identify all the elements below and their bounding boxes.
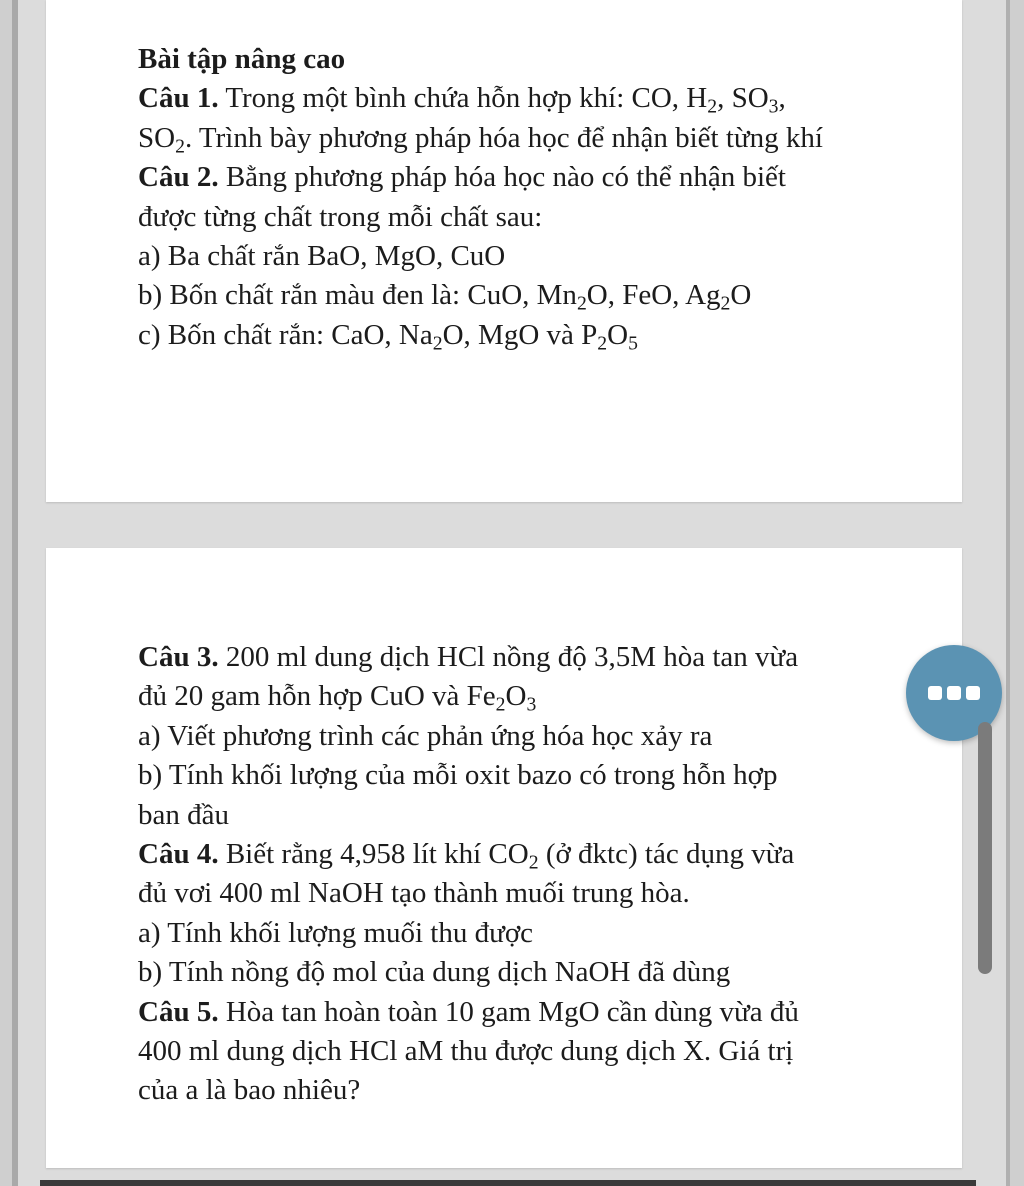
question-2-label: Câu 2.: [138, 161, 219, 194]
question-2-line-2: được từng chất trong mỗi chất sau:: [138, 200, 543, 233]
left-edge-line: [12, 0, 18, 1186]
question-3-part-b: b) Tính khối lượng của mỗi oxit bazo có trong hỗn hợp: [138, 759, 778, 792]
bottom-edge-bar: [40, 1180, 976, 1186]
exercise-card-1: [46, 0, 962, 502]
question-3-line-1: Câu 3. 200 ml dung dịch HCl nồng độ 3,5M hòa tan vừa: [138, 641, 799, 673]
more-horizontal-icon: [928, 686, 942, 700]
question-5-line-3: của a là bao nhiêu?: [138, 1074, 361, 1107]
question-4-line-1: Câu 4. Biết rằng 4,958 lít khí $CO_2$ (ở đktc) tác dụng vừa: [138, 838, 795, 874]
card-1-text: [138, 40, 938, 355]
right-edge: [1008, 0, 1024, 1186]
card-2-text: [138, 638, 938, 1111]
question-5-label: Câu 5.: [138, 995, 219, 1028]
question-1-line-1: Câu 1. Trong một bình chứa hỗn hợp khí: CO, $H_2$, $SO_3$,: [138, 82, 786, 118]
scrollbar-thumb[interactable]: [978, 722, 992, 974]
question-4-label: Câu 4.: [138, 838, 219, 871]
exercise-card-2: [46, 548, 962, 1168]
question-3-part-b-cont: ban đầu: [138, 798, 229, 831]
right-edge-line: [1006, 0, 1010, 1186]
question-3-part-a: a) Viết phương trình các phản ứng hóa học xảy ra: [138, 719, 713, 752]
question-2-part-c: c) Bốn chất rắn: CaO, $Na_2O$, MgO và $P_2O_5$: [138, 318, 638, 355]
question-2-part-b: b) Bốn chất rắn màu đen là: CuO, $Mn_2O$, FeO, $Ag_2O$: [138, 279, 752, 315]
question-5-line-2: 400 ml dung dịch HCl aM thu được dung dịch X. Giá trị: [138, 1035, 794, 1068]
question-2-part-a: a) Ba chất rắn BaO, MgO, CuO: [138, 240, 506, 273]
question-3-label: Câu 3.: [138, 641, 219, 673]
question-1-line-2: $SO_2$. Trình bày phương pháp hóa học để nhận biết từng khí: [138, 121, 823, 158]
page-title: Bài tập nâng cao: [138, 43, 346, 75]
question-4-line-2: đủ vơi 400 ml NaOH tạo thành muối trung hòa.: [138, 877, 690, 910]
question-4-part-a: a) Tính khối lượng muối thu được: [138, 916, 534, 949]
more-horizontal-icon-dot: [947, 686, 961, 700]
more-horizontal-icon-dot: [966, 686, 980, 700]
question-4-part-b: b) Tính nồng độ mol của dung dịch NaOH đã dùng: [138, 956, 731, 989]
question-1-label: Câu 1.: [138, 82, 219, 115]
question-3-line-2: đủ 20 gam hỗn hợp CuO và $Fe_2O_3$: [138, 680, 537, 716]
question-2-line-1: Câu 2. Bằng phương pháp hóa học nào có thể nhận biết: [138, 161, 786, 194]
question-5-line-1: Câu 5. Hòa tan hoàn toàn 10 gam MgO cần dùng vừa đủ: [138, 995, 799, 1028]
